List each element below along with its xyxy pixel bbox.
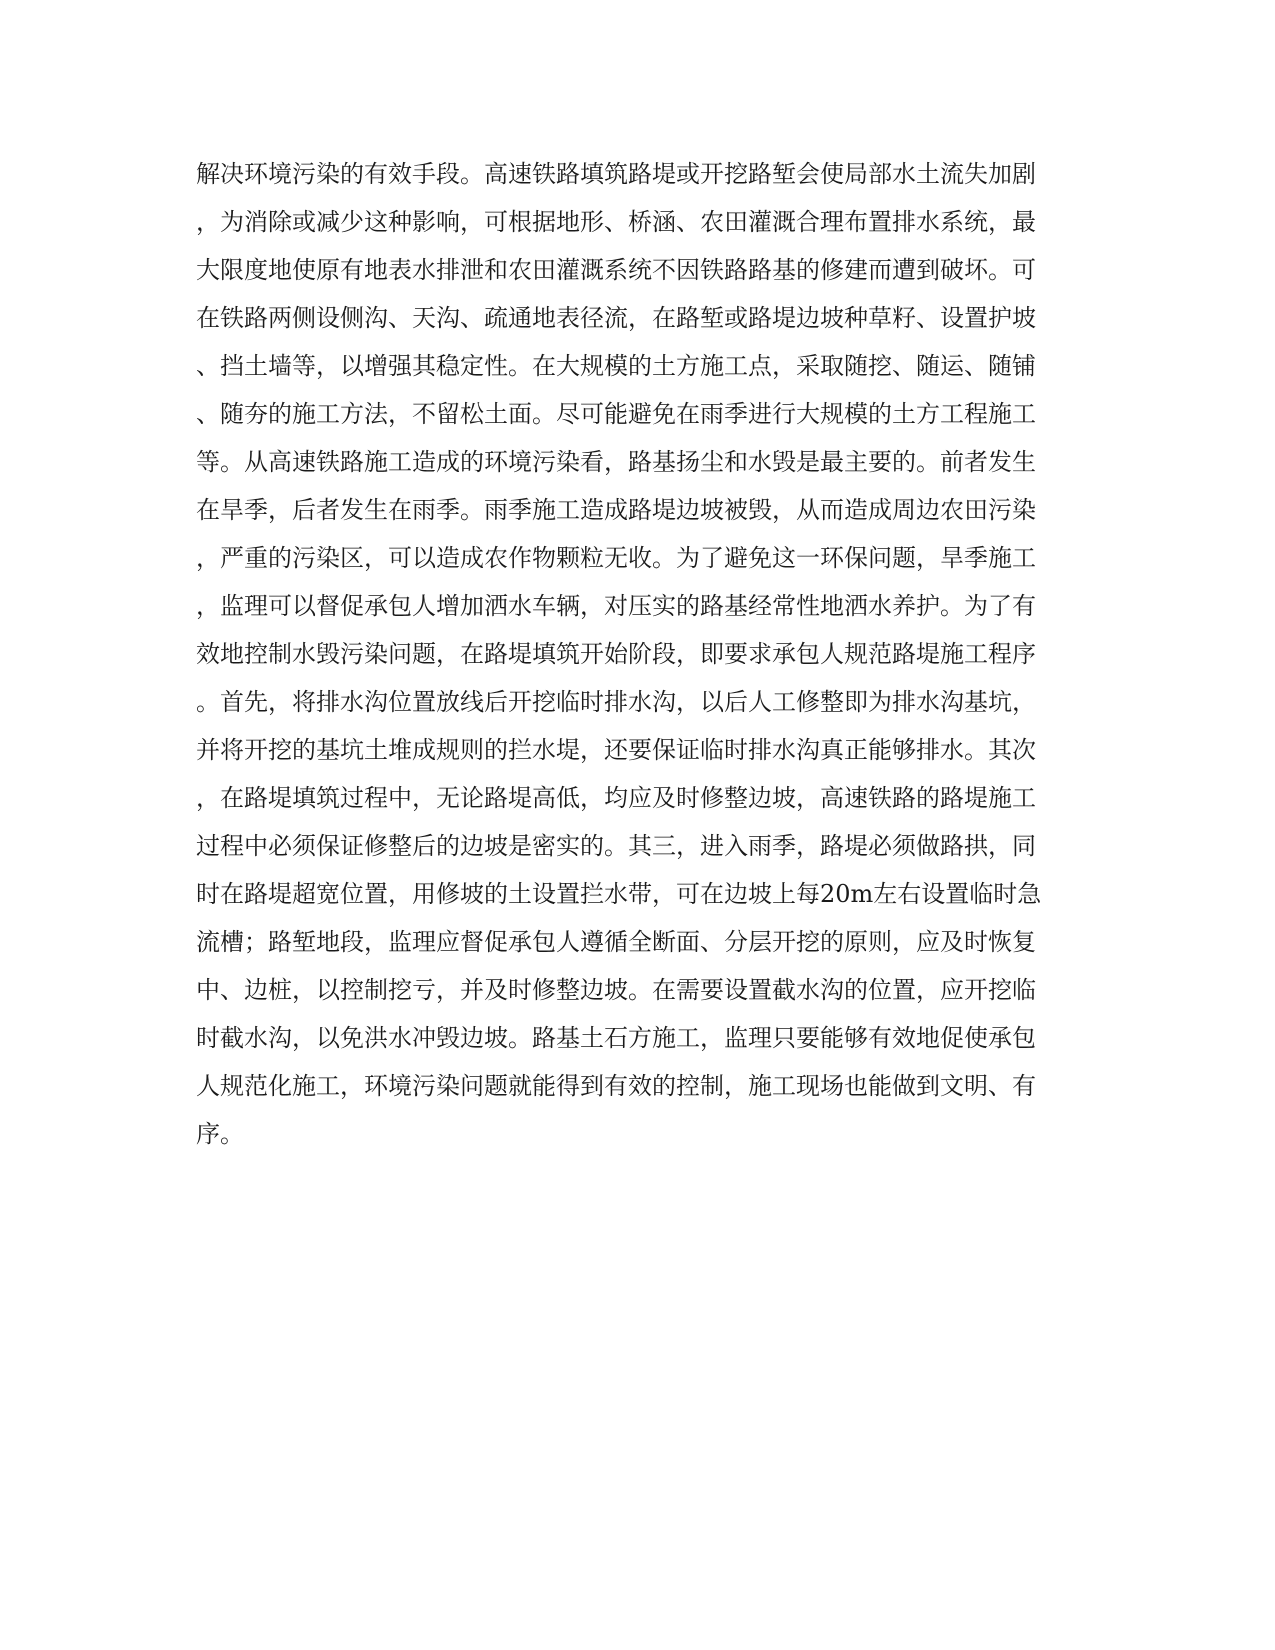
text-line: 时截水沟，以免洪水冲毁边坡。路基土石方施工，监理只要能够有效地促使承包 xyxy=(196,1024,1036,1052)
text-line: 在铁路两侧设侧沟、天沟、疏通地表径流，在路堑或路堤边坡种草籽、设置护坡 xyxy=(196,304,1036,332)
text-line: 、随夯的施工方法，不留松土面。尽可能避免在雨季进行大规模的土方工程施工 xyxy=(196,400,1036,428)
text-line: ，在路堤填筑过程中，无论路堤高低，均应及时修整边坡，高速铁路的路堤施工 xyxy=(196,784,1036,812)
text-line: ，严重的污染区，可以造成农作物颗粒无收。为了避免这一环保问题，旱季施工 xyxy=(196,544,1036,572)
text-line: 流槽；路堑地段，监理应督促承包人遵循全断面、分层开挖的原则，应及时恢复 xyxy=(196,928,1036,956)
text-line: 在旱季，后者发生在雨季。雨季施工造成路堤边坡被毁，从而造成周边农田污染 xyxy=(196,496,1036,524)
text-line: 解决环境污染的有效手段。高速铁路填筑路堤或开挖路堑会使局部水土流失加剧 xyxy=(196,160,1036,188)
text-line: 效地控制水毁污染问题，在路堤填筑开始阶段，即要求承包人规范路堤施工程序 xyxy=(196,640,1036,668)
body-paragraph xyxy=(196,150,1076,1158)
text-line: 。首先，将排水沟位置放线后开挖临时排水沟，以后人工修整即为排水沟基坑， xyxy=(196,688,1036,716)
text-line: 、挡土墙等，以增强其稳定性。在大规模的土方施工点，采取随挖、随运、随铺 xyxy=(196,352,1036,380)
text-line: 序。 xyxy=(196,1120,244,1148)
text-line: 等。从高速铁路施工造成的环境污染看，路基扬尘和水毁是最主要的。前者发生 xyxy=(196,448,1036,476)
text-line: 人规范化施工，环境污染问题就能得到有效的控制，施工现场也能做到文明、有 xyxy=(196,1072,1036,1100)
text-line: ，监理可以督促承包人增加洒水车辆，对压实的路基经常性地洒水养护。为了有 xyxy=(196,592,1036,620)
text-line: ，为消除或减少这种影响，可根据地形、桥涵、农田灌溉合理布置排水系统，最 xyxy=(196,208,1036,236)
text-line: 大限度地使原有地表水排泄和农田灌溉系统不因铁路路基的修建而遭到破坏。可 xyxy=(196,256,1036,284)
text-line: 过程中必须保证修整后的边坡是密实的。其三，进入雨季，路堤必须做路拱，同 xyxy=(196,832,1036,860)
text-line: 时在路堤超宽位置，用修坡的土设置拦水带，可在边坡上每20m左右设置临时急 xyxy=(196,880,1042,908)
text-line: 并将开挖的基坑土堆成规则的拦水堤，还要保证临时排水沟真正能够排水。其次 xyxy=(196,736,1036,764)
text-line: 中、边桩，以控制挖亏，并及时修整边坡。在需要设置截水沟的位置，应开挖临 xyxy=(196,976,1036,1004)
